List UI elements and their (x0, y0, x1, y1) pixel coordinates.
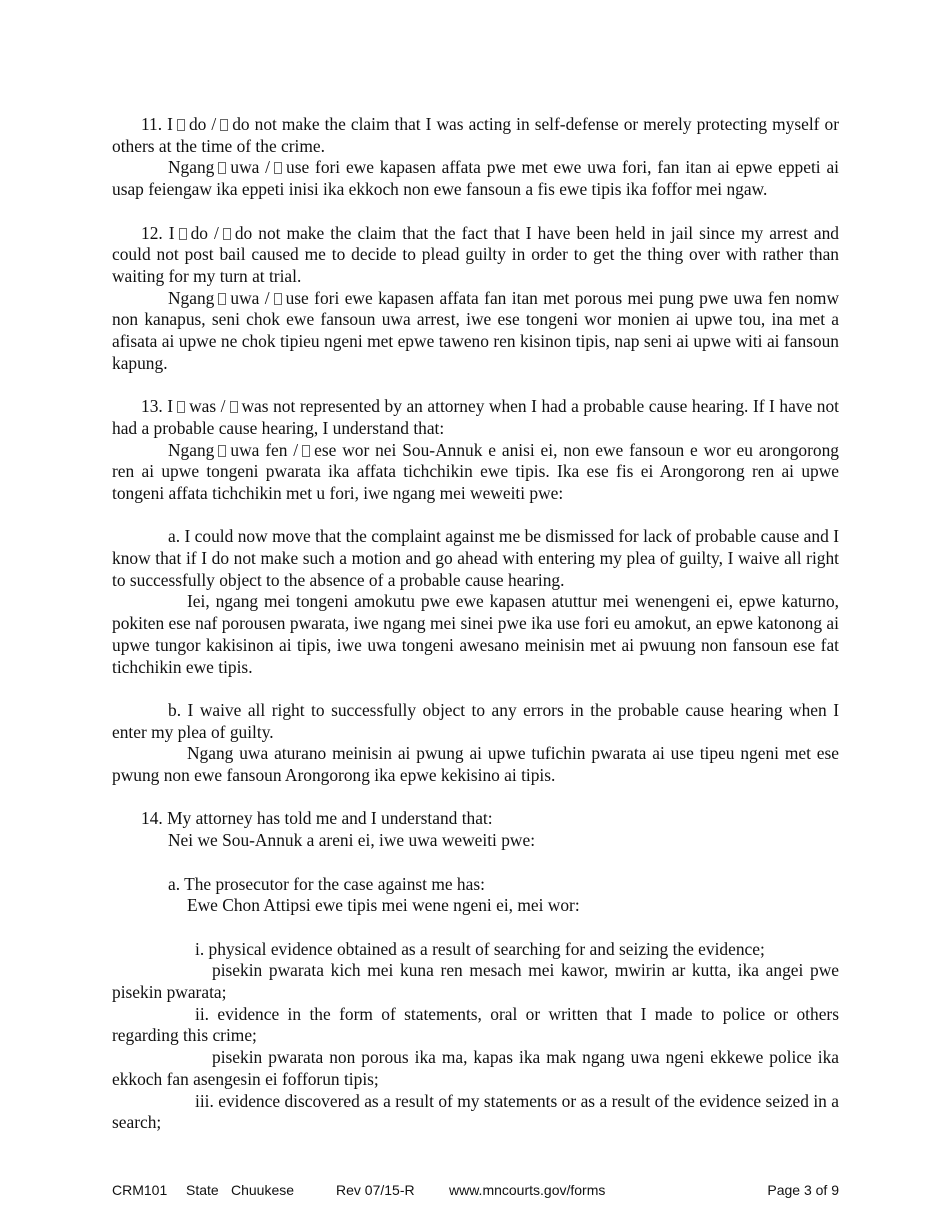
document-body (112, 114, 839, 1134)
item-13-english: 13. I was / was not represented by an attorney when I had a probable cause hearing. If I have not had a probable cause hearing, I understand that: (112, 396, 839, 438)
page-footer (112, 1180, 839, 1198)
item-13a-english: a. I could now move that the complaint against me be dismissed for lack of probable cause and I know that if I do not make such a motion and go ahead with entering my plea of guilty, I waive all right to successfully object to the absence of a probable cause hearing. (112, 526, 839, 590)
checkbox-was[interactable] (177, 401, 185, 413)
item-13a-chuukese: Iei, ngang mei tongeni amokutu pwe ewe kapasen atuttur mei wenengeni ei, epwe katurno, pokiten ese naf porousen pwarata, iwe ngang mei sinei pwe ika use fori eu amokut, an epwe katonong ai upwe tungor kakisinon ai tipis, iwe uwa tongeni awesano meinisin met ai pwuung non fansoun ese fat tichchikin ewe tipis. (112, 591, 839, 677)
item-11-english: 11. I do / do not make the claim that I was acting in self-defense or merely protecting myself or others at the time of the crime. (112, 114, 839, 156)
item-14a-ii-english: ii. evidence in the form of statements, oral or written that I made to police or others regarding this crime; (112, 1003, 839, 1046)
item-12-english: 12. I do / do not make the claim that the fact that I have been held in jail since my arrest and could not post bail caused me to decide to plead guilty in order to get the thing over with rather than waiting for my turn at trial. (112, 222, 839, 286)
checkbox-use[interactable] (274, 162, 282, 174)
checkbox-do[interactable] (179, 228, 187, 240)
checkbox-uwa-fen[interactable] (218, 445, 226, 457)
checkbox-do-not[interactable] (220, 119, 228, 131)
item-14a-ii-chuukese: pisekin pwarata non porous ika ma, kapas ika mak ngang uwa ngeni ekkewe police ika ekkoch fan asengesin ei fofforun tipis; (112, 1047, 839, 1089)
footer-url[interactable]: www.mncourts.gov/forms (449, 1182, 606, 1198)
item-13-chuukese: Ngang uwa fen / ese wor nei Sou-Annuk e anisi ei, non ewe fansoun e wor eu arongorong ren ai upwe tongeni pwarata ika affata tichchikin ewe tipis. Ika ese fis ei Arongorong ren ai upwe tongeni affata tichchikin met u fori, iwe ngang mei weweiti pwe: (112, 439, 839, 503)
footer-revision: Rev 07/15-R (336, 1182, 415, 1198)
item-14a-chuukese: Ewe Chon Attipsi ewe tipis mei wene ngeni ei, mei wor: (187, 895, 580, 916)
checkbox-do-not[interactable] (223, 228, 231, 240)
footer-state: State (186, 1182, 219, 1198)
footer-form-id: CRM101 (112, 1182, 168, 1198)
item-14a-i-english: i. physical evidence obtained as a result of searching for and seizing the evidence; (195, 938, 765, 959)
checkbox-use[interactable] (274, 293, 282, 305)
item-14-english: 14. My attorney has told me and I understand that: (141, 808, 493, 829)
item-13b-english: b. I waive all right to successfully object to any errors in the probable cause hearing when I enter my plea of guilty. (112, 699, 839, 742)
item-14a-i-chuukese: pisekin pwarata kich mei kuna ren mesach mei kawor, mwirin ar kutta, ika angei pwe pisekin pwarata; (112, 960, 839, 1003)
checkbox-uwa[interactable] (218, 162, 226, 174)
checkbox-was-not[interactable] (230, 401, 238, 413)
item-11-chuukese: Ngang uwa / use fori ewe kapasen affata pwe met ewe uwa fori, fan itan ai epwe eppeti ai usap feiengaw ika eppeti inisi ika ekkoch non ewe fansoun a fis ewe tipis ika foffor mei ngaw. (112, 157, 839, 200)
item-14-chuukese: Nei we Sou-Annuk a areni ei, iwe uwa weweiti pwe: (168, 830, 536, 851)
checkbox-do[interactable] (177, 119, 185, 131)
footer-page-number: Page 3 of 9 (767, 1182, 839, 1198)
item-12-chuukese: Ngang uwa / use fori ewe kapasen affata fan itan met porous mei pung pwe uwa fen nomw non kanapus, seni chok ewe fansoun uwa arrest, iwe ese tongeni wor monien ai upwe tou, ina met a afisata ai upwe ne chok tipieu ngeni met epwe taweno ren kisinon tipis, nap seni ai upwe witi ai fansoun kapung. (112, 287, 840, 373)
item-13b-chuukese: Ngang uwa aturano meinisin ai pwung ai upwe tufichin pwarata ai use tipeu ngeni met ese pwung non ewe fansoun Arongorong ika epwe kekisino ai tipis. (112, 743, 839, 786)
checkbox-ese-wor[interactable] (302, 445, 310, 457)
footer-language: Chuukese (231, 1182, 295, 1198)
checkbox-uwa[interactable] (218, 293, 226, 305)
item-14a-english: a. The prosecutor for the case against me has: (168, 873, 485, 894)
item-14a-iii-english: iii. evidence discovered as a result of my statements or as a result of the evidence seized in a search; (112, 1090, 839, 1133)
